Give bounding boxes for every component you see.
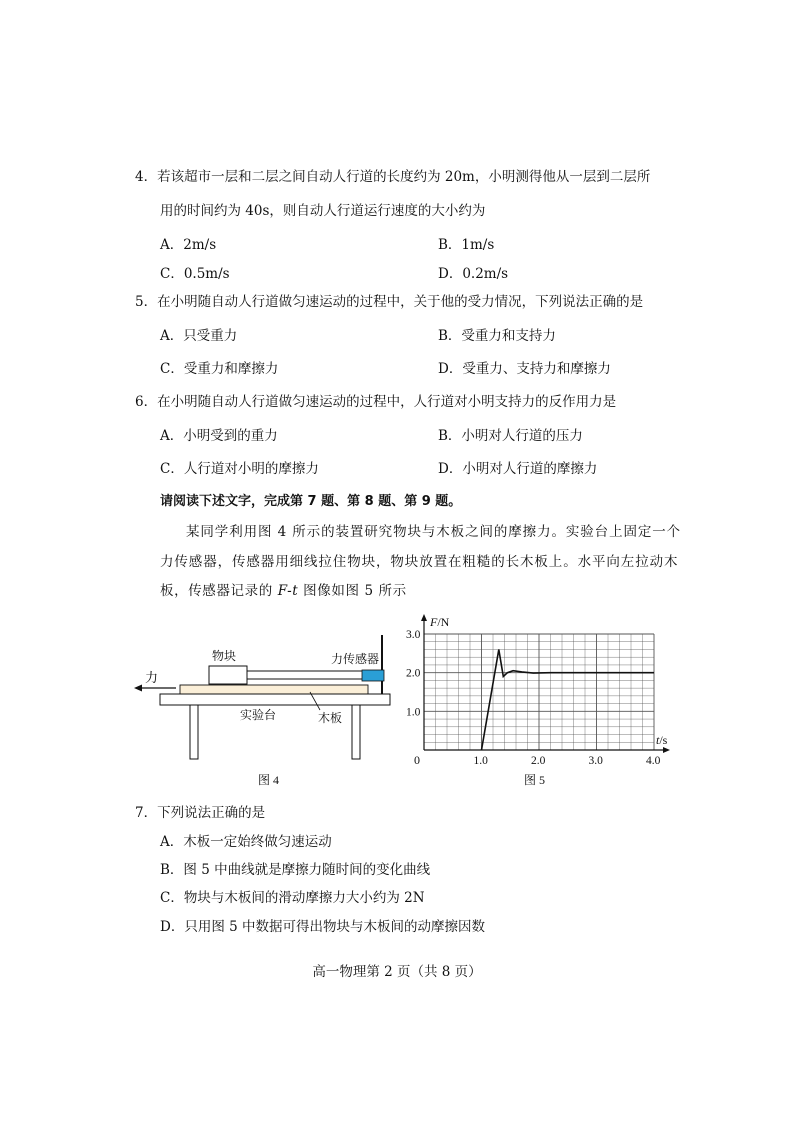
x-axis-arrow [663, 747, 670, 753]
table-leg-right [352, 705, 360, 759]
passage-line3-post: 图像如图 5 所示 [298, 583, 407, 599]
q5-text: 5．在小明随自动人行道做匀速运动的过程中，关于他的受力情况，下列说法正确的是 [135, 294, 644, 310]
x-axis-label: t/s [656, 733, 668, 747]
q7-option-b: B．图 5 中曲线就是摩擦力随时间的变化曲线 [160, 862, 431, 878]
q6-option-b: B．小明对人行道的压力 [438, 428, 583, 444]
y-tick-label: 1.0 [406, 706, 421, 719]
origin-label: 0 [414, 753, 420, 767]
force-arrow-head [134, 685, 142, 692]
figure-4-apparatus [130, 630, 405, 790]
q4-option-d: D．0.2m/s [438, 266, 509, 282]
chart-grid [424, 634, 654, 750]
table-label: 实验台 [240, 708, 277, 722]
q4-line2: 用的时间约为 40s，则自动人行道运行速度的大小约为 [160, 203, 486, 219]
passage-line3-pre: 板，传感器记录的 [160, 583, 278, 599]
x-tick-label: 2.0 [531, 755, 546, 767]
q7-option-d: D．只用图 5 中数据可得出物块与木板间的动摩擦因数 [160, 919, 485, 935]
q7-option-c: C．物块与木板间的滑动摩擦力大小约为 2N [160, 890, 425, 906]
q4-option-c: C．0.5m/s [160, 266, 230, 282]
figure-5-caption: 图 5 [524, 773, 546, 787]
q7-option-a: A．木板一定始终做匀速运动 [160, 834, 332, 850]
chart-ticks [406, 629, 661, 767]
y-axis-arrow [421, 614, 427, 621]
q6-option-d: D．小明对人行道的摩擦力 [438, 461, 598, 477]
q5-option-b: B．受重力和支持力 [438, 328, 556, 344]
table-top [160, 694, 390, 705]
series-line [482, 650, 655, 751]
passage-line2: 力传感器，传感器用细线拉住物块，物块放置在粗糙的长木板上。水平向左拉动木 [160, 554, 679, 570]
q4-line1: 4．若该超市一层和二层之间自动人行道的长度约为 20m，小明测得他从一层到二层所 [135, 169, 651, 185]
force-label: 力 [145, 670, 159, 685]
table-leg-left [190, 705, 198, 759]
wooden-board [180, 685, 368, 694]
board-label: 木板 [318, 711, 343, 725]
y-axis-label: F/N [430, 615, 450, 629]
x-tick-label: 1.0 [473, 755, 488, 767]
q6-text: 6．在小明随自动人行道做匀速运动的过程中，人行道对小明支持力的反作用力是 [135, 394, 617, 410]
sensor-label: 力传感器 [331, 652, 380, 666]
sensor-box [362, 670, 384, 681]
instruction-text: 请阅读下述文字，完成第 7 题、第 8 题、第 9 题。 [160, 494, 462, 509]
q5-option-a: A．只受重力 [160, 328, 238, 344]
passage-line3-var: F-t [277, 583, 299, 599]
q5-option-c: C．受重力和摩擦力 [160, 361, 279, 377]
x-tick-label: 4.0 [646, 755, 661, 767]
passage-line3 [160, 579, 407, 599]
x-tick-label: 3.0 [588, 755, 603, 767]
q4-option-a: A．2m/s [160, 237, 217, 253]
y-tick-label: 2.0 [406, 667, 421, 680]
q6-option-a: A．小明受到的重力 [160, 428, 278, 444]
q7-text: 7．下列说法正确的是 [135, 805, 266, 821]
q5-option-d: D．受重力、支持力和摩擦力 [438, 361, 611, 377]
q6-option-c: C．人行道对小明的摩擦力 [160, 461, 319, 477]
figure-5-chart [400, 612, 685, 792]
passage-line1: 某同学利用图 4 所示的装置研究物块与木板之间的摩擦力。实验台上固定一个 [186, 524, 682, 540]
page-footer: 高一物理第 2 页（共 8 页） [312, 964, 482, 980]
q4-option-b: B．1m/s [438, 237, 495, 253]
block [209, 666, 247, 684]
block-label: 物块 [212, 649, 237, 663]
y-tick-label: 3.0 [406, 629, 421, 641]
figure-4-caption: 图 4 [258, 773, 280, 787]
